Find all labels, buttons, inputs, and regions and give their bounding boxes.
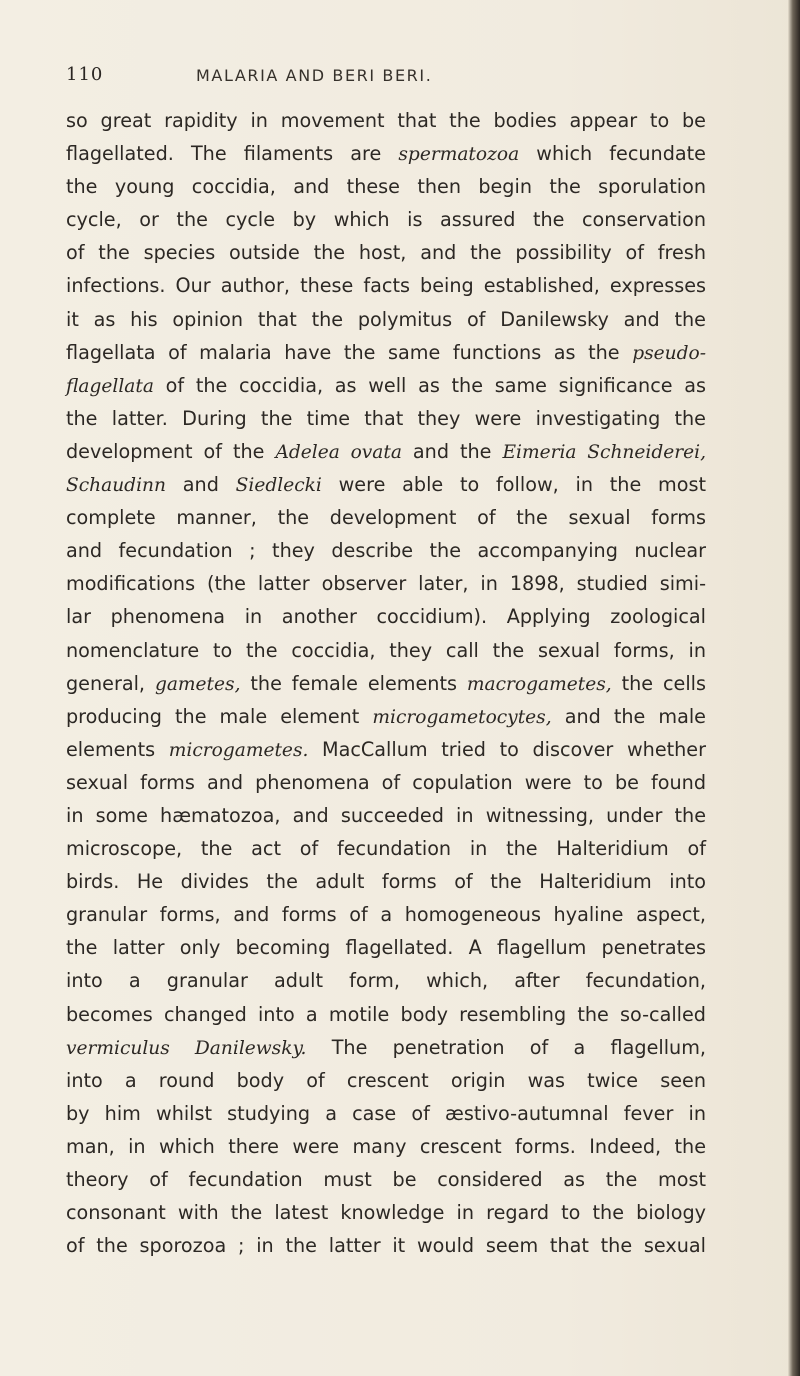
text-line — [66, 832, 706, 865]
text-run: the female elements — [240, 671, 467, 695]
text-line — [66, 1229, 706, 1262]
text-line — [66, 1097, 706, 1130]
text-run: of the sporozoa ; in the latter it would seem that the sexual — [66, 1234, 706, 1258]
text-line — [66, 667, 706, 700]
text-run: modifications (the latter observer later, in 1898, studied simi- — [66, 572, 706, 596]
text-line — [66, 931, 706, 964]
text-line — [66, 269, 706, 302]
italic-term: microgametocytes, — [372, 706, 552, 728]
text-line — [66, 336, 706, 369]
text-line — [66, 1196, 706, 1229]
text-line — [66, 369, 706, 402]
text-line — [66, 634, 706, 667]
text-line — [66, 303, 706, 336]
text-run: becomes changed into a motile body resembling the so-called — [66, 1002, 706, 1026]
text-run: and the male — [551, 704, 706, 728]
text-run: infections. Our author, these facts being established, expresses — [66, 274, 706, 298]
text-run: MacCallum tried to discover whether — [308, 737, 706, 761]
text-run: the young coccidia, and these then begin the sporulation — [66, 175, 706, 199]
text-run: general, — [66, 671, 155, 695]
text-line — [66, 501, 706, 534]
running-head: MALARIA AND BERI BERI. — [196, 66, 433, 85]
text-run: were able to follow, in the most — [321, 473, 706, 497]
text-run: the latter. During the time that they were investigating the — [66, 406, 706, 430]
italic-term: spermatozoa — [398, 144, 520, 166]
text-run: nomenclature to the coccidia, they call the sexual forms, in — [66, 638, 706, 662]
text-line — [66, 898, 706, 931]
text-run: the cells — [611, 671, 706, 695]
text-run: theory of fecundation must be considered as the most — [66, 1168, 706, 1191]
text-run: the latter only becoming flagellated. A flagellum penetrates — [66, 936, 706, 960]
text-run: of the coccidia, as well as the same significance as — [153, 373, 706, 397]
italic-term: Eimeria Schneiderei, — [502, 441, 706, 463]
text-line — [66, 534, 706, 567]
text-run: so great rapidity in movement that the bodies appear to be — [66, 109, 706, 132]
text-line — [66, 567, 706, 600]
italic-term: gametes, — [154, 673, 241, 695]
text-run: into a round body of crescent origin was twice seen — [66, 1068, 706, 1092]
italic-term: flagellata — [66, 375, 154, 397]
page-header — [66, 64, 706, 94]
text-line — [66, 600, 706, 633]
text-run: sexual forms and phenomena of copulation were to be found — [66, 770, 706, 794]
text-line — [66, 203, 706, 236]
text-line — [66, 998, 706, 1031]
text-run: it as his opinion that the polymitus of Danilewsky and the — [66, 307, 706, 331]
italic-term: Adelea ovata — [275, 441, 402, 463]
text-run: granular forms, and forms of a homogeneous hyaline aspect, — [66, 903, 706, 927]
text-run: in some hæmatozoa, and succeeded in witnessing, under the — [66, 803, 706, 827]
text-line — [66, 468, 706, 501]
text-run: The penetration of a flagellum, — [306, 1035, 706, 1059]
italic-term: pseudo- — [632, 342, 706, 364]
text-run: development of the — [66, 439, 276, 463]
text-run: into a granular adult form, which, after fecundation, — [66, 969, 706, 993]
text-line — [66, 799, 706, 832]
page-number: 110 — [66, 64, 104, 85]
italic-term: Schaudinn — [66, 475, 166, 497]
text-line — [66, 1031, 706, 1064]
text-run: and — [166, 473, 236, 497]
text-run: flagellated. The filaments are — [66, 142, 399, 166]
text-line — [66, 236, 706, 269]
text-run: elements — [66, 737, 169, 761]
body-text — [66, 104, 706, 1262]
text-run: cycle, or the cycle by which is assured the conservation — [66, 208, 706, 232]
text-line — [66, 964, 706, 997]
text-run: producing the male element — [66, 704, 373, 728]
text-line — [66, 1163, 706, 1196]
text-run: lar phenomena in another coccidium). Applying zoological — [66, 605, 706, 629]
text-run: of the species outside the host, and the possibility of fresh — [66, 241, 706, 265]
text-line — [66, 1130, 706, 1163]
text-run: man, in which there were many crescent forms. Indeed, the — [66, 1134, 706, 1158]
page-edge-shadow — [788, 0, 800, 1376]
text-run: microscope, the act of fecundation in the Halteridium of — [66, 837, 706, 861]
text-line — [66, 733, 706, 766]
text-line — [66, 137, 706, 170]
italic-term: microgametes. — [168, 739, 309, 761]
text-run: and fecundation ; they describe the accompanying nuclear — [66, 539, 706, 563]
text-line — [66, 766, 706, 799]
text-run: flagellata of malaria have the same functions as the — [66, 340, 633, 364]
text-line — [66, 104, 706, 137]
text-run: which fecundate — [519, 142, 706, 166]
text-line — [66, 435, 706, 468]
text-run: by him whilst studying a case of æstivo-autumnal fever in — [66, 1101, 706, 1125]
text-line — [66, 700, 706, 733]
text-line — [66, 402, 706, 435]
text-line — [66, 1064, 706, 1097]
text-line — [66, 865, 706, 898]
text-run: birds. He divides the adult forms of the Halteridium into — [66, 870, 706, 894]
text-run: consonant with the latest knowledge in regard to the biology — [66, 1201, 706, 1225]
italic-term: Siedlecki — [235, 475, 322, 497]
text-line — [66, 170, 706, 203]
italic-term: macrogametes, — [466, 673, 612, 695]
italic-term: vermiculus Danilewsky. — [66, 1037, 307, 1059]
text-run: and the — [401, 439, 503, 463]
text-run: complete manner, the development of the sexual forms — [66, 506, 706, 530]
